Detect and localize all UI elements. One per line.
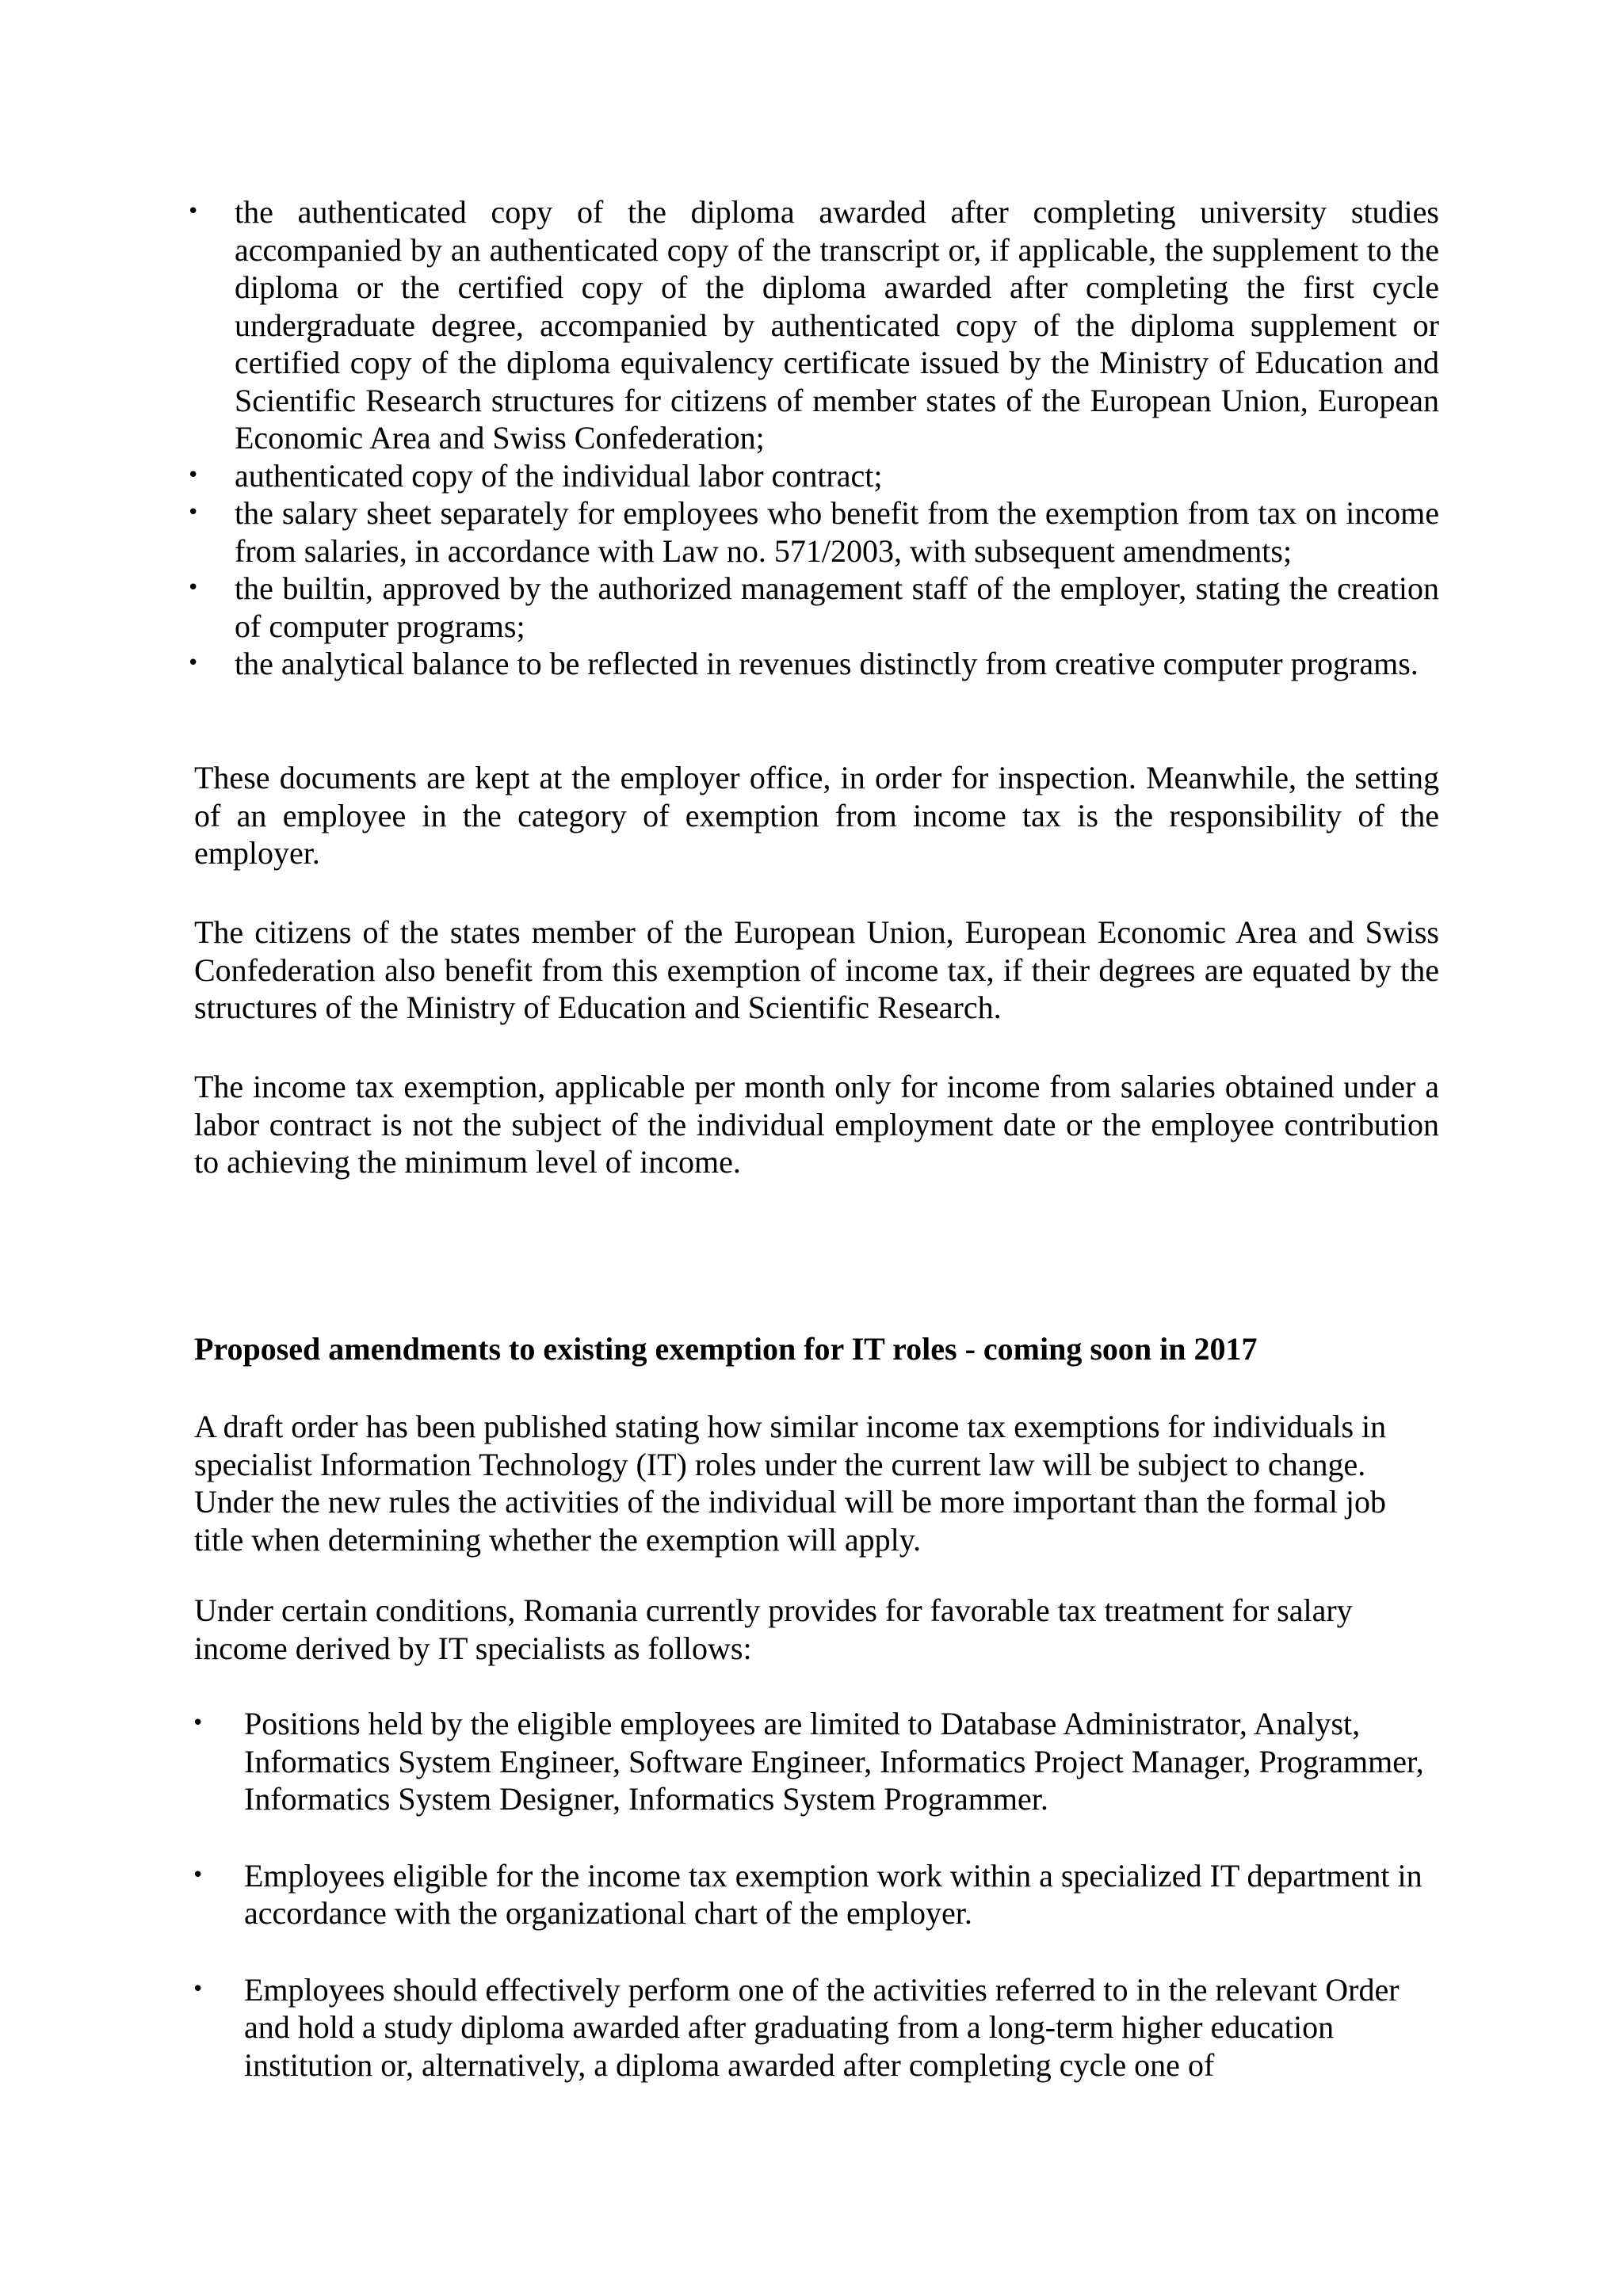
bullet-icon: •	[187, 576, 200, 600]
bullet-icon: •	[192, 1711, 204, 1735]
paragraph-eu-citizens: The citizens of the states member of the European Union, European Economic Area and Swiss Confederation also benefit from this exemption of income tax, if their degrees are equated by the structures of the Ministry of Education and Scientific Research.	[194, 914, 1439, 1025]
list-item-text: the analytical balance to be reflected in revenues distinctly from creative computer programs.	[235, 646, 1419, 681]
list-item	[187, 193, 1439, 457]
list-item-text: authenticated copy of the individual labor contract;	[235, 457, 883, 494]
list-item-text: Employees eligible for the income tax exemption work within a specialized IT department in accordance with the organizational chart of the employer.	[244, 1857, 1423, 1931]
list-item	[187, 494, 1439, 570]
list-item-text: the salary sheet separately for employees who benefit from the exemption from tax on income from salaries, in accordance with Law no. 571/2003, with subsequent amendments;	[235, 495, 1439, 569]
bullet-icon: •	[187, 501, 200, 524]
paragraph-tax-exemption: The income tax exemption, applicable per month only for income from salaries obtained under a labor contract is not the subject of the individual employment date or the employee contribution to achieving the minimum level of income.	[194, 1069, 1439, 1180]
list-item	[187, 570, 1439, 645]
list-item	[192, 1971, 1439, 2084]
list-item-text: Positions held by the eligible employees are limited to Database Administrator, Analyst, Informatics System Engineer, Software Engineer, Informatics Project Manager, Programmer, Informatics System Designer, Informatics System Programmer.	[244, 1706, 1424, 1817]
bullet-icon: •	[187, 200, 200, 223]
paragraph-documents-kept: These documents are kept at the employer office, in order for inspection. Meanwhile, the setting of an employee in the category of exemption from income tax is the responsibility of the employer.	[194, 760, 1439, 871]
list-item	[187, 457, 1439, 495]
list-item	[192, 1705, 1439, 1818]
bullet-icon: •	[187, 651, 200, 675]
section-heading: Proposed amendments to existing exemption for IT roles - coming soon in 2017	[194, 1331, 1258, 1367]
list-item	[192, 1857, 1439, 1932]
paragraph-conditions: Under certain conditions, Romania currently provides for favorable tax treatment for salary income derived by IT specialists as follows:	[194, 1592, 1353, 1666]
list-item-text: Employees should effectively perform one of the activities referred to in the relevant Order and hold a study diploma awarded after graduating from a long-term higher education institution or, alternatively, a diploma awarded after completing cycle one of	[244, 1971, 1400, 2083]
bullet-icon: •	[192, 1863, 204, 1887]
list-item	[187, 645, 1439, 683]
list-item-text: the builtin, approved by the authorized management staff of the employer, stating the creation of computer programs;	[235, 570, 1439, 644]
list-item-text: the authenticated copy of the diploma awarded after completing university studies accompanied by an authenticated copy of the transcript or, if applicable, the supplement to the diploma or the certified copy of the diploma awarded after completing the first cycle undergraduate degree, accompanied by authenticated copy of the diploma supplement or certified copy of the diploma equivalency certificate issued by the Ministry of Education and Scientific Research structures for citizens of member states of the European Union, European Economic Area and Swiss Confederation;	[235, 194, 1439, 456]
paragraph-draft-order: A draft order has been published stating how similar income tax exemptions for individuals in specialist Information Technology (IT) roles under the current law will be subject to change. Under the new rules the activities of the individual will be more important than the formal job title when determining whether the exemption will apply.	[194, 1409, 1387, 1558]
eligibility-conditions-list	[192, 1705, 1439, 2084]
required-documents-list	[187, 193, 1439, 683]
bullet-icon: •	[192, 1977, 204, 2001]
bullet-icon: •	[187, 463, 200, 487]
